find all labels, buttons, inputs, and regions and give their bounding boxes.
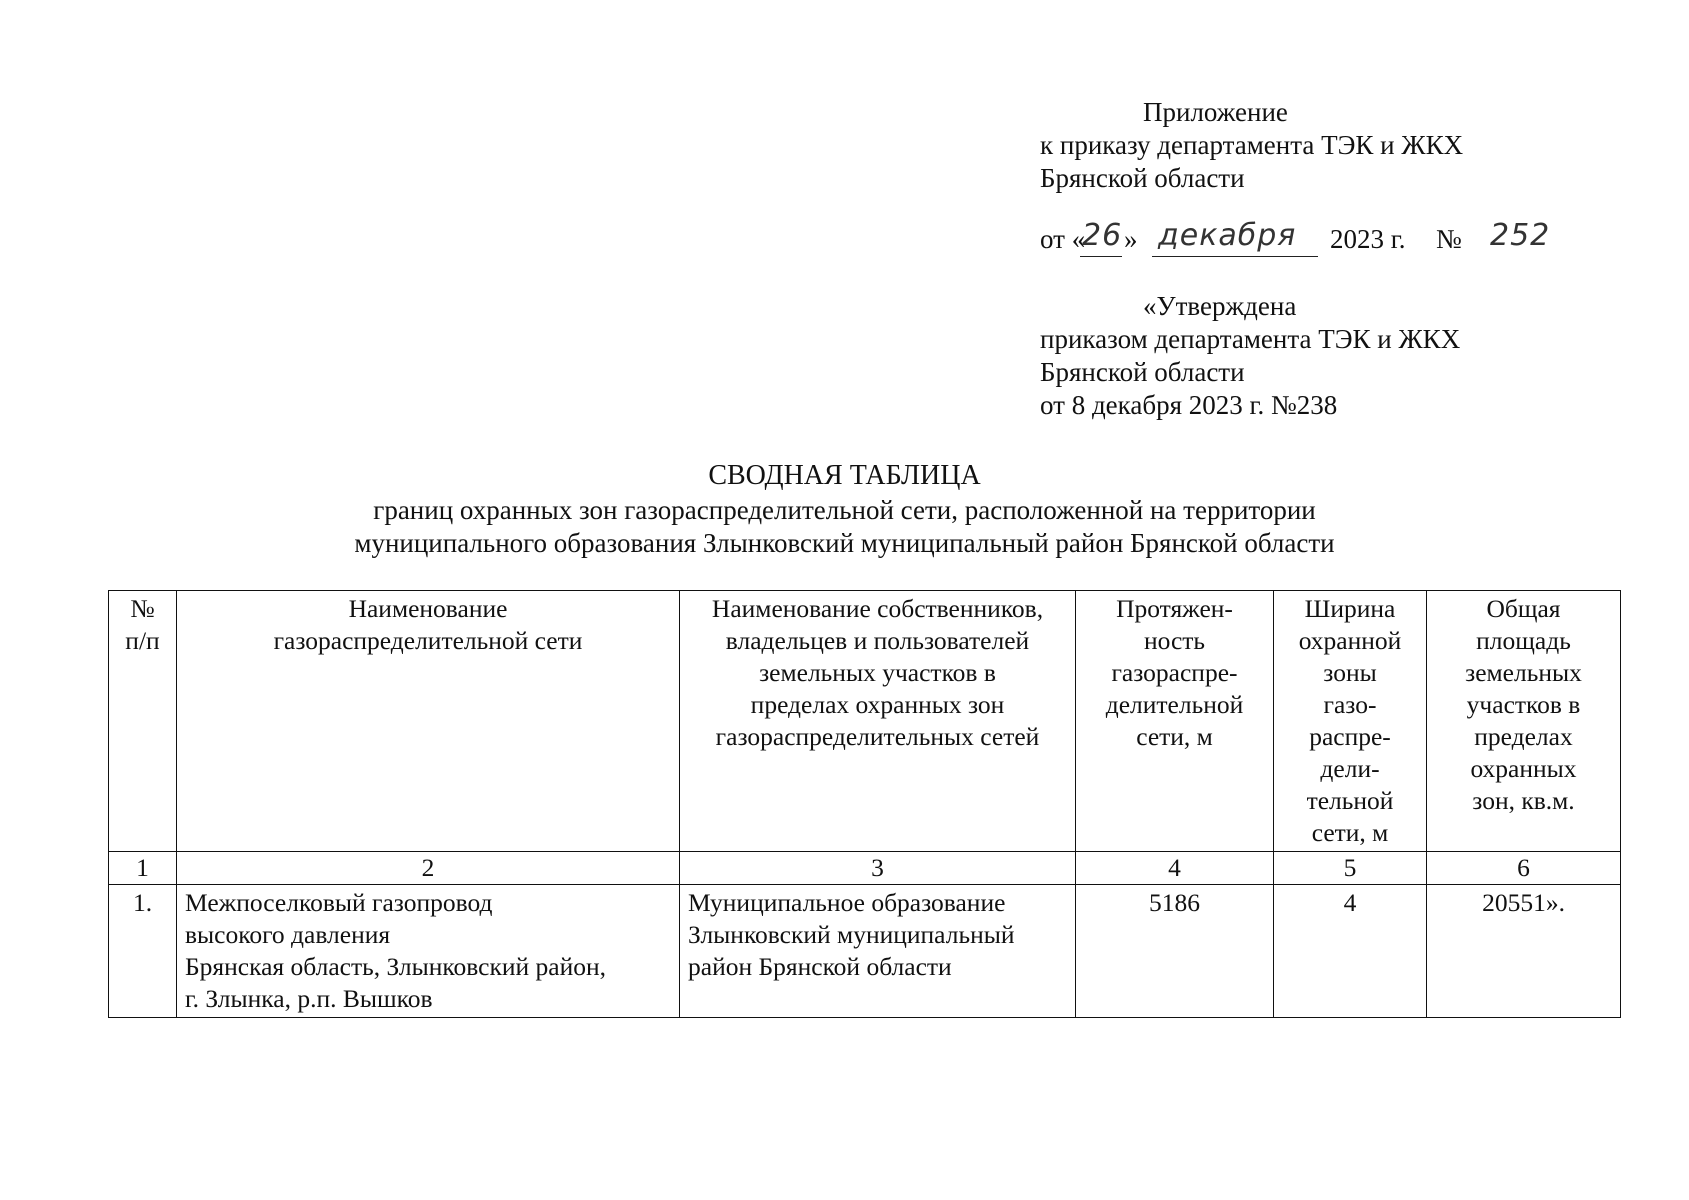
header-text: пределах охранных зон — [750, 690, 1005, 719]
column-number: 1 — [109, 852, 177, 885]
column-number-row — [109, 852, 1621, 885]
row-zone-width: 4 — [1274, 885, 1427, 1018]
column-number: 2 — [177, 852, 680, 885]
month-underline — [1152, 256, 1318, 257]
cell-text: Муниципальное образование — [688, 888, 1006, 917]
header-text: охранных — [1470, 754, 1577, 783]
header-text: № — [130, 594, 155, 623]
appendix-title: Приложение — [1143, 97, 1288, 127]
heading-subtitle-1: границ охранных зон газораспределительной сети, расположенной на территории — [373, 495, 1316, 525]
appendix-line-2: к приказу департамента ТЭК и ЖКХ — [1040, 130, 1464, 160]
cell-text: высокого давления — [185, 920, 391, 949]
summary-table — [108, 590, 1621, 1018]
header-text: газораспределительной сети — [273, 626, 583, 655]
day-underline — [1080, 256, 1122, 257]
header-text: зоны — [1323, 658, 1377, 687]
header-text: тельной — [1306, 786, 1394, 815]
header-text: распре- — [1309, 722, 1391, 751]
header-cell-number — [109, 591, 177, 852]
header-text: газораспределительных сетей — [715, 722, 1040, 751]
order-date-line — [1040, 218, 1660, 264]
header-text: сети, м — [1311, 818, 1389, 847]
approved-line-2: приказом департамента ТЭК и ЖКХ — [1040, 324, 1461, 354]
table-header-row — [109, 591, 1621, 852]
approved-title: «Утверждена — [1143, 291, 1297, 321]
heading-title: СВОДНАЯ ТАБЛИЦА — [708, 460, 981, 491]
header-cell-network-name — [177, 591, 680, 852]
cell-text: Злынковский муниципальный — [688, 920, 1015, 949]
header-text: земельных участков в — [759, 658, 996, 687]
order-number-handwritten: 252 — [1490, 218, 1551, 253]
order-close-quote: » — [1124, 224, 1138, 254]
header-text: дели- — [1320, 754, 1380, 783]
order-prefix: от « — [1040, 224, 1086, 254]
header-text: ность — [1143, 626, 1206, 655]
approved-block — [1040, 290, 1560, 422]
header-text: п/п — [125, 626, 160, 655]
summary-table-wrapper — [108, 590, 1621, 1018]
approved-line-4: от 8 декабря 2023 г. №238 — [1040, 390, 1338, 420]
cell-text: Межпоселковый газопровод — [185, 888, 493, 917]
document-heading — [0, 458, 1689, 560]
row-owners — [680, 885, 1076, 1018]
header-cell-length — [1076, 591, 1274, 852]
header-text: зон, кв.м. — [1472, 786, 1575, 815]
header-cell-owners — [680, 591, 1076, 852]
row-network-name — [177, 885, 680, 1018]
column-number: 3 — [680, 852, 1076, 885]
header-text: пределах — [1474, 722, 1573, 751]
order-number-label: № — [1436, 224, 1462, 254]
column-number: 4 — [1076, 852, 1274, 885]
order-year: 2023 г. — [1330, 224, 1406, 254]
header-text: площадь — [1476, 626, 1571, 655]
header-text: Протяжен- — [1116, 594, 1233, 623]
row-number: 1. — [109, 885, 177, 1018]
cell-text: г. Злынка, р.п. Вышков — [185, 984, 433, 1013]
header-text: владельцев и пользователей — [725, 626, 1030, 655]
row-total-area: 20551». — [1427, 885, 1621, 1018]
table-row — [109, 885, 1621, 1018]
header-text: Ширина — [1304, 594, 1396, 623]
header-cell-zone-width — [1274, 591, 1427, 852]
appendix-line-3: Брянской области — [1040, 163, 1245, 193]
header-text: охранной — [1298, 626, 1402, 655]
cell-text: Брянская область, Злынковский район, — [185, 952, 607, 981]
row-length: 5186 — [1076, 885, 1274, 1018]
header-text: Общая — [1486, 594, 1561, 623]
order-month-handwritten: декабря — [1158, 218, 1297, 253]
column-number: 6 — [1427, 852, 1621, 885]
header-text: Наименование — [348, 594, 508, 623]
approved-line-3: Брянской области — [1040, 357, 1245, 387]
header-text: участков в — [1466, 690, 1581, 719]
header-cell-total-area — [1427, 591, 1621, 852]
header-text: Наименование собственников, — [711, 594, 1044, 623]
header-text: делительной — [1105, 690, 1244, 719]
heading-subtitle-2: муниципального образования Злынковский муниципальный район Брянской области — [354, 528, 1335, 558]
cell-text: район Брянской области — [688, 952, 952, 981]
column-number: 5 — [1274, 852, 1427, 885]
header-text: газо- — [1323, 690, 1377, 719]
order-day-handwritten: 26 — [1082, 218, 1123, 253]
header-text: земельных — [1465, 658, 1582, 687]
header-text: газораспре- — [1111, 658, 1238, 687]
appendix-header — [1040, 96, 1560, 195]
header-text: сети, м — [1136, 722, 1213, 751]
